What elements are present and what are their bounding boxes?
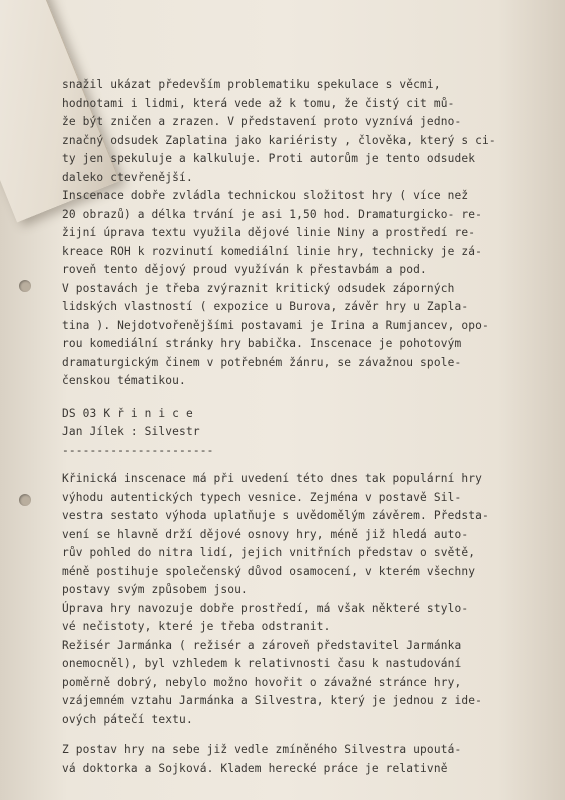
text-line: vzájemném vztahu Jarmánka a Silvestra, který je jednou z ide- [62,694,483,707]
text-line: žijní úprava textu využila dějové linie Niny a prostředí re- [62,226,476,239]
text-line: tina ). Nejdotvořenějšími postavami je Irina a Rumjancev, opo- [62,318,489,332]
text-line: poměrně dobrý, nebylo možno hovořit o závažné stránce hry, [62,675,462,689]
text-line: hodnotami i lidmi, která vede až k tomu, že čistý cit mů- [62,96,455,110]
text-line: Z postav hry na sebe již vedle zmíněného Silvestra upoutá- [62,743,462,756]
punch-hole [19,280,31,292]
text-line: V postavách je třeba zvýraznit kritický odsudek záporných [62,281,455,295]
text-line: rou komediální stránky hry babička. Inscenace je pohotovým [62,337,462,350]
text-line: ty jen spekuluje a kalkuluje. Proti autorům je tento odsudek [62,152,476,165]
text-line: dramaturgickým činem v potřebném žánru, se závažnou spole- [62,355,462,369]
text-line: lidských vlastností ( expozice u Burova, závěr hry u Zapla- [62,300,469,313]
text-line: méně postihuje společenský důvod osamocení, v kterém všechny [62,564,476,578]
text-line: kreace ROH k rozvinutí komediální linie hry, technicky je zá- [62,244,483,258]
text-line: 20 obrazů) a délka trvání je asi 1,50 hod. Dramaturgicko- re- [62,207,483,221]
text-line: Režisér Jarmánka ( režisér a zároveň představitel Jarmánka [62,638,462,652]
text-line: daleko ctevřenější. [62,170,193,184]
play-title: Jan Jílek : Silvestr [62,425,200,438]
punch-hole [19,494,31,506]
text-line: vé nečistoty, které je třeba odstranit. [62,620,331,633]
text-line: že být zničen a zrazen. V představení proto vyznívá jedno- [62,115,462,128]
text-line: čenskou tématikou. [62,374,186,387]
text-line: vá doktorka a Sojková. Kladem herecké práce je relativně [62,761,448,775]
text-line: onemocněl), byl vzhledem k relativnosti času k nastudování [62,657,462,670]
text-line: snažil ukázat především problematiku spekulace s věcmi, [62,78,441,91]
text-line: Křinická inscenace má při uvedení této dnes tak populární hry [62,472,483,485]
text-line: ových pátečí textu. [62,712,193,726]
text-line: značný odsudek Zaplatina jako kariéristy , člověka, který s ci- [62,133,496,147]
text-line: Inscenace dobře zvládla technickou složitost hry ( více než [62,189,469,202]
text-line: roveň tento dějový proud využíván k přestavbám a pod. [62,263,427,276]
text-line: vestra sestato výhoda uplatňuje s uvědomělým závěrem. Předsta- [62,509,489,522]
text-line: vení se hlavně drží dějové osnovy hry, méně již hledá auto- [62,527,469,541]
section-code: DS 03 K ř i n i c e [62,406,193,420]
typewritten-text [62,76,532,778]
text-line: rův pohled do nitra lidí, jejich vnitřních představ o světě, [62,546,476,559]
text-line: výhodu autentických typech vesnice. Zejména v postavě Sil- [62,490,462,504]
text-line: postavy svým způsobem jsou. [62,583,248,596]
underline-rule: ---------------------- [62,443,214,457]
text-line: Úprava hry navozuje dobře prostředí, má však některé stylo- [62,601,469,615]
